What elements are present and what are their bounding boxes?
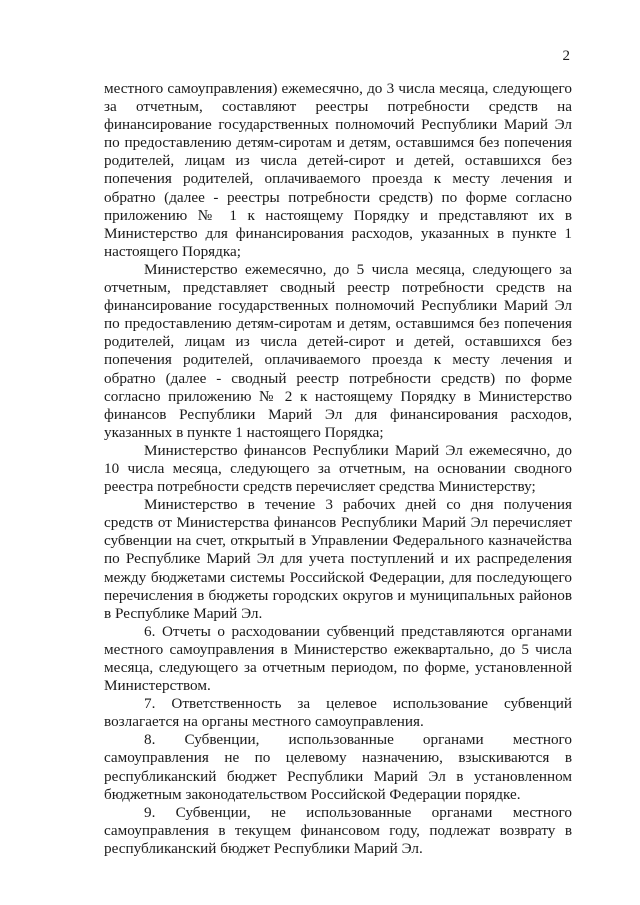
paragraph-item-6: 6. Отчеты о расходовании субвенций представляются органами местного самоуправления в Министерство ежеквартально, до 5 числа месяца, следующего за отчетным периодом, по форме, установленной Министерством.	[104, 622, 572, 695]
document-body	[104, 80, 572, 858]
paragraph-item-9: 9. Субвенции, не использованные органами местного самоуправления в текущем финансовом году, подлежат возврату в республиканский бюджет Республики Марий Эл.	[104, 803, 572, 857]
paragraph-finance-ministry-transfer: Министерство финансов Республики Марий Эл ежемесячно, до 10 числа месяца, следующего за отчетным, на основании сводного реестра потребности средств перечисляет средства Министерству;	[104, 441, 572, 496]
page-number: 2	[562, 48, 570, 64]
paragraph-ministry-summary-registry: Министерство ежемесячно, до 5 числа месяца, следующего за отчетным, представляет сводный реестр потребности средств на финансирование государственных полномочий Республики Марий Эл по предоставлению детям-сиротам и детям, оставшимся без попечения родителей, лицам из числа детей-сирот и детей, оставшихся без попечения родителей, оплачиваемого проезда к месту лечения и обратно (далее - сводный реестр потребности средств) по форме согласно приложению № 2 к настоящему Порядку в Министерство финансов Республики Марий Эл для финансирования расходов, указанных в пункте 1 настоящего Порядка;	[104, 260, 572, 441]
paragraph-continuation: местного самоуправления) ежемесячно, до 3 числа месяца, следующего за отчетным, составляют реестры потребности средств на финансирование государственных полномочий Республики Марий Эл по предоставлению детям-сиротам и детям, оставшимся без попечения родителей, лицам из числа детей-сирот и детей, оставшихся без попечения родителей, оплачиваемого проезда к месту лечения и обратно (далее - реестры потребности средств) по форме согласно приложению № 1 к настоящему Порядку и представляют их в Министерство для финансирования расходов, указанных в пункте 1 настоящего Порядка;	[104, 80, 572, 260]
paragraph-item-8: 8. Субвенции, использованные органами местного самоуправления не по целевому назначению, взыскиваются в республиканский бюджет Республики Марий Эл в установленном бюджетным законодательством Российской Федерации порядке.	[104, 731, 572, 803]
paragraph-item-7: 7. Ответственность за целевое использование субвенций возлагается на органы местного самоуправления.	[104, 695, 572, 731]
paragraph-subvention-transfer: Министерство в течение 3 рабочих дней со дня получения средств от Министерства финансов Республики Марий Эл перечисляет субвенции на счет, открытый в Управлении Федерального казначейства по Республике Марий Эл для учета поступлений и их распределения между бюджетами системы Российской Федерации, для последующего перечисления в бюджеты городских округов и муниципальных районов в Республике Марий Эл.	[104, 496, 572, 622]
